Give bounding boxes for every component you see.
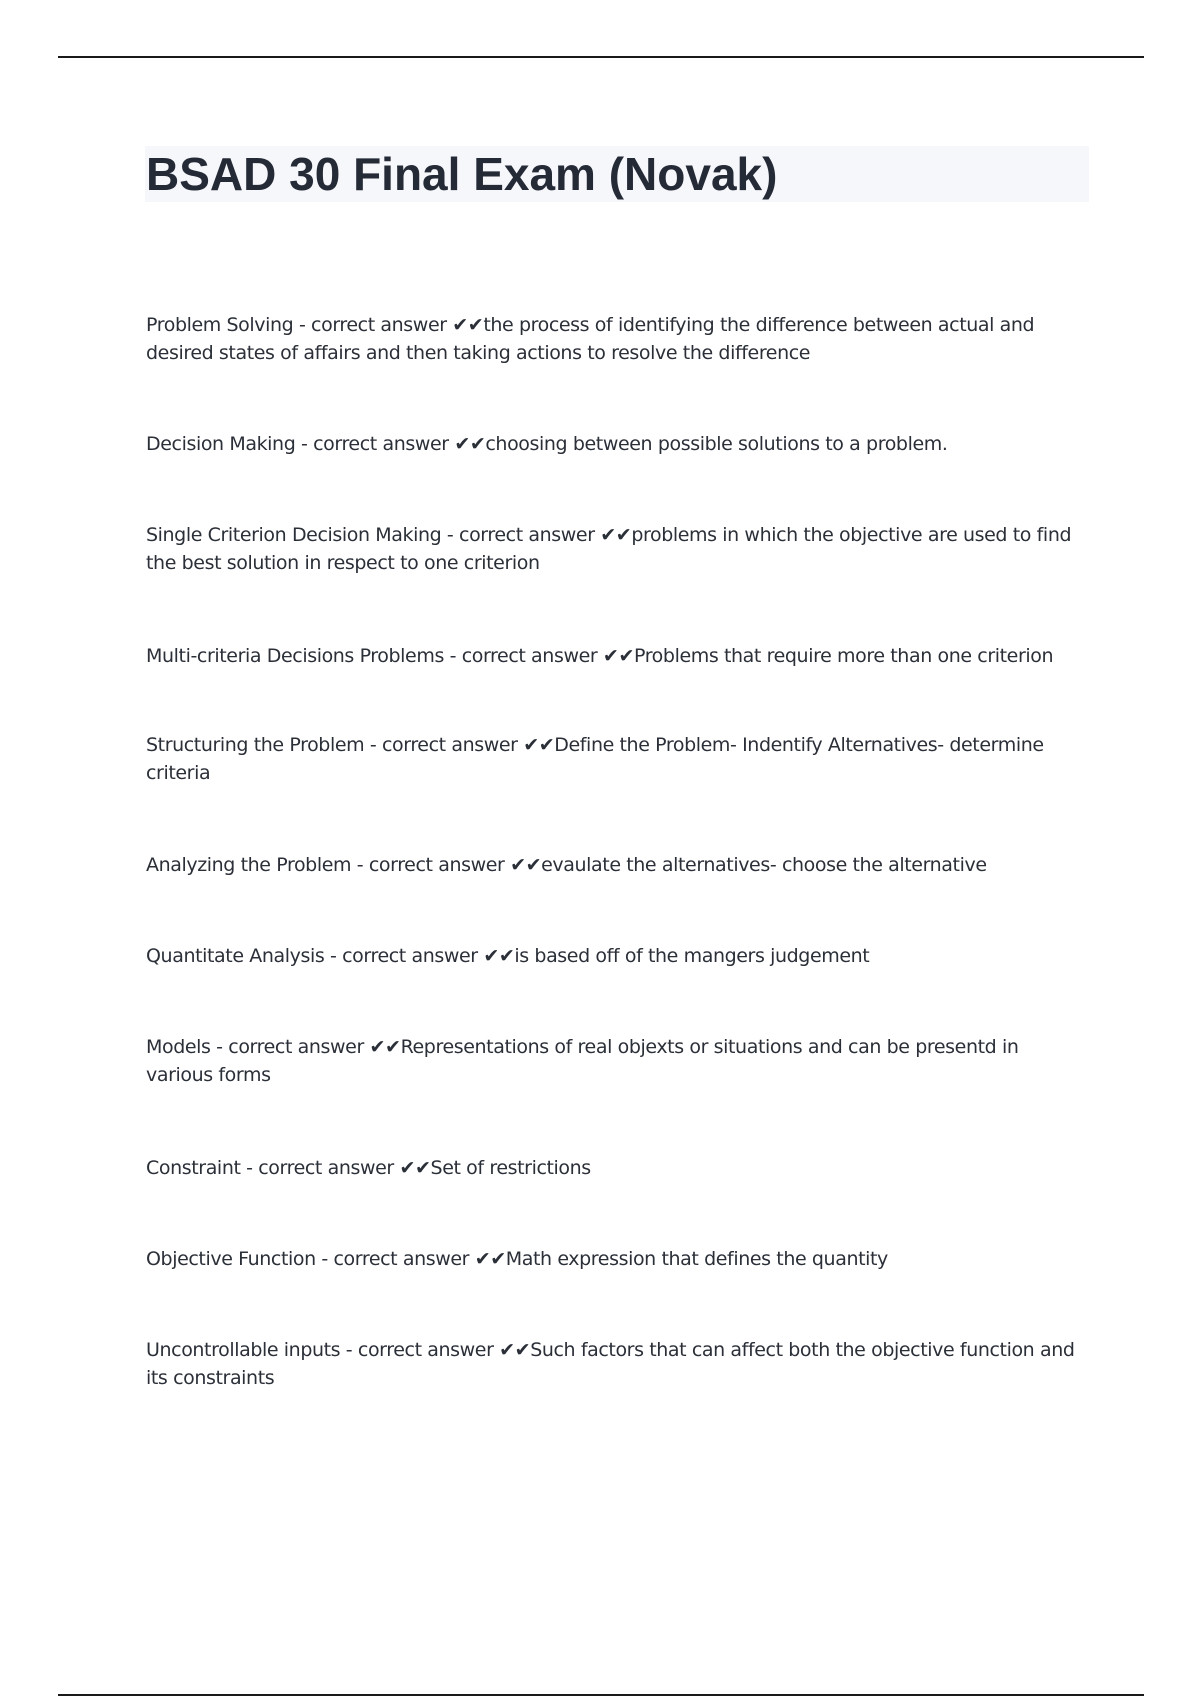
- check-icon: ✔✔: [452, 314, 484, 336]
- entry-definition: Problems that require more than one criterion: [633, 645, 1054, 667]
- check-icon: ✔✔: [483, 945, 515, 967]
- entry-term: Uncontrollable inputs: [146, 1339, 341, 1361]
- entry-decision-making: [146, 430, 1090, 458]
- check-icon: ✔✔: [369, 1036, 401, 1058]
- entry-term: Objective Function: [146, 1248, 316, 1270]
- entry-definition: choosing between possible solutions to a problem.: [485, 433, 948, 455]
- entry-definition: Such factors that can affect both the objective function and its constraints: [146, 1339, 1075, 1389]
- entry-term: Problem Solving: [146, 314, 294, 336]
- entry-constraint: [146, 1154, 1090, 1182]
- check-icon: ✔✔: [399, 1157, 431, 1179]
- entry-separator: - correct answer: [351, 854, 511, 876]
- entry-term: Single Criterion Decision Making: [146, 524, 442, 546]
- entry-definition: is based off of the mangers judgement: [514, 945, 870, 967]
- entry-separator: - correct answer: [315, 1248, 475, 1270]
- check-icon: ✔✔: [510, 854, 542, 876]
- entry-quantitate-analysis: [146, 942, 1090, 970]
- entry-separator: - correct answer: [324, 945, 484, 967]
- entry-term: Analyzing the Problem: [146, 854, 352, 876]
- entry-term: Constraint: [146, 1157, 241, 1179]
- entry-problem-solving: [146, 311, 1090, 367]
- entry-definition: problems in which the objective are used to find the best solution in respect to one criterion: [146, 524, 1072, 574]
- entry-definition: evaulate the alternatives- choose the alternative: [541, 854, 987, 876]
- entry-separator: - correct answer: [364, 734, 524, 756]
- entry-term: Quantitate Analysis: [146, 945, 325, 967]
- entry-definition: Math expression that defines the quantity: [505, 1248, 888, 1270]
- entry-models: [146, 1033, 1090, 1089]
- entry-separator: - correct answer: [293, 314, 453, 336]
- bottom-rule: [58, 1694, 1144, 1696]
- check-icon: ✔✔: [602, 645, 634, 667]
- entry-separator: - correct answer: [295, 433, 455, 455]
- check-icon: ✔✔: [499, 1339, 531, 1361]
- entry-definition: the process of identifying the difference between actual and desired states of affairs and then taking actions to resolve the difference: [146, 314, 1035, 364]
- entry-term: Decision Making: [146, 433, 296, 455]
- entry-uncontrollable-inputs: [146, 1336, 1090, 1392]
- entry-term: Multi-criteria Decisions Problems: [146, 645, 444, 667]
- entry-structuring-problem: [146, 731, 1090, 787]
- entry-separator: - correct answer: [441, 524, 601, 546]
- entry-single-criterion: [146, 521, 1090, 577]
- check-icon: ✔✔: [600, 524, 632, 546]
- entry-analyzing-problem: [146, 851, 1090, 879]
- entry-definition: Set of restrictions: [430, 1157, 591, 1179]
- page-title: BSAD 30 Final Exam (Novak): [146, 148, 778, 200]
- entry-term: Models: [146, 1036, 211, 1058]
- top-rule: [58, 56, 1144, 58]
- entry-term: Structuring the Problem: [146, 734, 365, 756]
- entry-definition: Define the Problem- Indentify Alternatives- determine criteria: [146, 734, 1044, 784]
- entry-definition: Representations of real objexts or situations and can be presentd in various forms: [146, 1036, 1019, 1086]
- entry-multi-criteria: [146, 642, 1090, 670]
- check-icon: ✔✔: [474, 1248, 506, 1270]
- entry-separator: - correct answer: [240, 1157, 400, 1179]
- entry-separator: - correct answer: [443, 645, 603, 667]
- check-icon: ✔✔: [454, 433, 486, 455]
- check-icon: ✔✔: [523, 734, 555, 756]
- entry-separator: - correct answer: [210, 1036, 370, 1058]
- entry-separator: - correct answer: [340, 1339, 500, 1361]
- entry-objective-function: [146, 1245, 1090, 1273]
